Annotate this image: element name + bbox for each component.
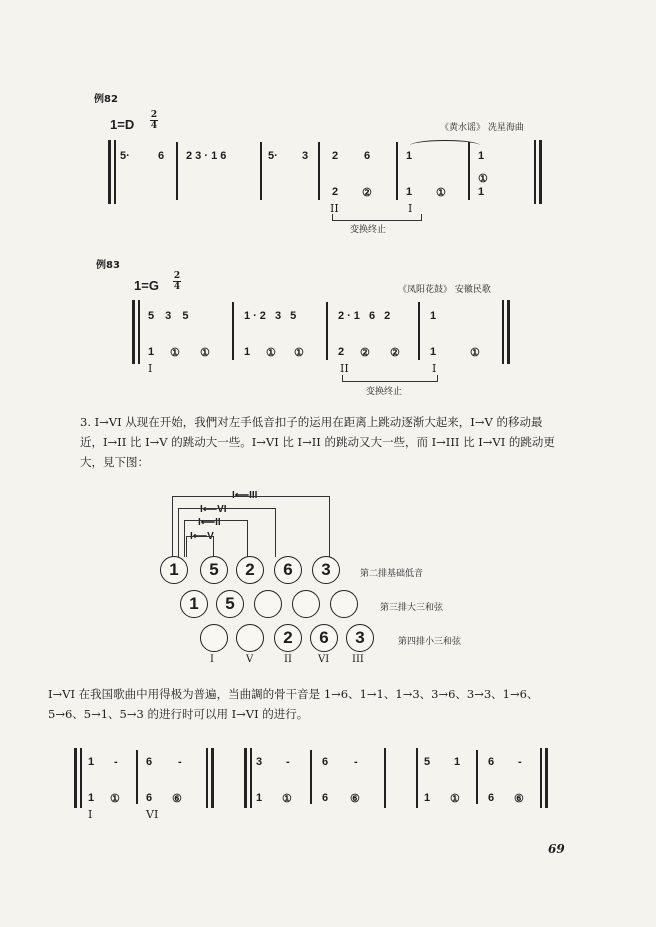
note: ② bbox=[390, 347, 400, 359]
roman-numeral: III bbox=[352, 654, 364, 665]
time-signature: 2 4 bbox=[150, 110, 158, 131]
note: - bbox=[518, 756, 522, 768]
chord-button: 1 bbox=[180, 590, 208, 618]
note: 6 bbox=[158, 150, 165, 162]
note: 6 bbox=[488, 756, 495, 768]
bass-button: 1 bbox=[160, 556, 188, 584]
paragraph: 3. I→VI 从现在开始，我們对左手低音扣子的运用在距离上跳动逐渐大起来，I→V 的移动最 近，I→II 比 I→V 的跳动大一些。I→VI 比 I→II 的跳动又大一些，而 I→III 比 I→VI 的跳动更 大，見下图： bbox=[80, 415, 555, 469]
time-signature: 2 4 bbox=[173, 271, 181, 292]
key-signature: 1=G bbox=[134, 278, 159, 293]
note: - bbox=[178, 756, 182, 768]
note: 1 bbox=[406, 150, 413, 162]
caption: 变换终止 bbox=[366, 387, 403, 397]
roman-numeral: I bbox=[210, 654, 214, 665]
note: - bbox=[354, 756, 358, 768]
note: 1 bbox=[454, 756, 461, 768]
roman-numeral: II bbox=[340, 362, 349, 375]
tie bbox=[410, 140, 480, 151]
note: ① bbox=[170, 347, 180, 359]
note: ② bbox=[360, 347, 370, 359]
note: 1·2 3 5 bbox=[244, 310, 300, 322]
example-82-label: 例82 bbox=[94, 94, 118, 105]
note: 1 bbox=[148, 346, 155, 358]
page-number: 69 bbox=[548, 842, 565, 856]
note: 1 bbox=[406, 186, 413, 198]
note: 6 bbox=[322, 792, 329, 804]
bracket bbox=[332, 214, 422, 221]
note: ① bbox=[294, 347, 304, 359]
note: - bbox=[286, 756, 290, 768]
chord-button bbox=[292, 590, 320, 618]
roman-numeral: II bbox=[330, 202, 339, 215]
note: 3 bbox=[302, 150, 309, 162]
example-83-label: 例83 bbox=[96, 260, 120, 271]
note: ① bbox=[282, 793, 292, 805]
bass-button: 2 bbox=[236, 556, 264, 584]
paragraph: I→VI 在我国歌曲中用得极为普遍，当曲調的骨干音是 1→6、1→1、1→3、3→6、3→3、1→6、 5→6、5→1、5→3 的进行时可以用 I→VI 的进行。 bbox=[48, 687, 539, 721]
bass-button: 6 bbox=[274, 556, 302, 584]
bass-button: 3 bbox=[312, 556, 340, 584]
chord-button: 3 bbox=[346, 624, 374, 652]
note: ① bbox=[470, 347, 480, 359]
chord-button bbox=[200, 624, 228, 652]
row-label: 第二排基础低音 bbox=[360, 569, 424, 579]
note: 5· bbox=[120, 150, 130, 162]
bracket-label: I⟵VI bbox=[200, 504, 227, 515]
note: 1 bbox=[478, 150, 485, 162]
roman-numeral: I bbox=[432, 362, 437, 375]
roman-numeral: I bbox=[88, 808, 93, 821]
note: 5 bbox=[424, 756, 431, 768]
roman-numeral: I bbox=[408, 202, 413, 215]
note: ① bbox=[200, 347, 210, 359]
note: ① bbox=[478, 173, 488, 185]
note: 2·1 6 2 bbox=[338, 310, 394, 322]
note: 5 3 5 bbox=[148, 310, 193, 322]
bracket-label: I⟵V bbox=[190, 531, 214, 542]
chord-button: 5 bbox=[216, 590, 244, 618]
key-signature: 1=D bbox=[110, 117, 135, 132]
note: 1 bbox=[256, 792, 263, 804]
bracket-label: I⟵III bbox=[232, 490, 258, 501]
note: ① bbox=[266, 347, 276, 359]
note: 1 bbox=[424, 792, 431, 804]
note: ② bbox=[362, 187, 372, 199]
note: 6 bbox=[146, 792, 153, 804]
note: ⑥ bbox=[514, 793, 524, 805]
note: ① bbox=[110, 793, 120, 805]
note: 1 bbox=[430, 346, 437, 358]
note: 6 bbox=[364, 150, 371, 162]
note: ① bbox=[450, 793, 460, 805]
note: 6 bbox=[488, 792, 495, 804]
note: 2 bbox=[338, 346, 345, 358]
row-label: 第三排大三和弦 bbox=[380, 603, 444, 613]
bass-button: 5 bbox=[200, 556, 228, 584]
bracket bbox=[342, 375, 438, 382]
note: 1 bbox=[244, 346, 251, 358]
source-credit: 《黄水谣》 冼星海曲 bbox=[440, 123, 524, 133]
roman-numeral: II bbox=[284, 654, 292, 665]
note: 1 bbox=[88, 792, 95, 804]
roman-numeral: I bbox=[148, 362, 153, 375]
note: 2 bbox=[332, 150, 339, 162]
note: ⑥ bbox=[172, 793, 182, 805]
chord-button bbox=[236, 624, 264, 652]
note: ① bbox=[436, 187, 446, 199]
note: 6 bbox=[322, 756, 329, 768]
caption: 变换终止 bbox=[350, 225, 387, 235]
note: 1 bbox=[478, 186, 485, 198]
chord-button bbox=[254, 590, 282, 618]
note: 6 bbox=[146, 756, 153, 768]
bracket-label: I⟵II bbox=[198, 517, 221, 528]
note: ⑥ bbox=[350, 793, 360, 805]
note: 2 bbox=[332, 186, 339, 198]
source-credit: 《凤阳花鼓》 安徽民歌 bbox=[398, 285, 491, 295]
row-label: 第四排小三和弦 bbox=[398, 637, 462, 647]
note: 2 3 · 1 6 bbox=[186, 150, 227, 162]
chord-button: 2 bbox=[274, 624, 302, 652]
note: 3 bbox=[256, 756, 263, 768]
chord-button: 6 bbox=[310, 624, 338, 652]
note: 1 bbox=[88, 756, 95, 768]
note: 1 bbox=[430, 310, 437, 322]
roman-numeral: V bbox=[246, 654, 254, 665]
note: - bbox=[114, 756, 118, 768]
roman-numeral: VI bbox=[146, 808, 159, 821]
note: 5· bbox=[268, 150, 278, 162]
roman-numeral: VI bbox=[318, 654, 330, 665]
chord-button bbox=[330, 590, 358, 618]
